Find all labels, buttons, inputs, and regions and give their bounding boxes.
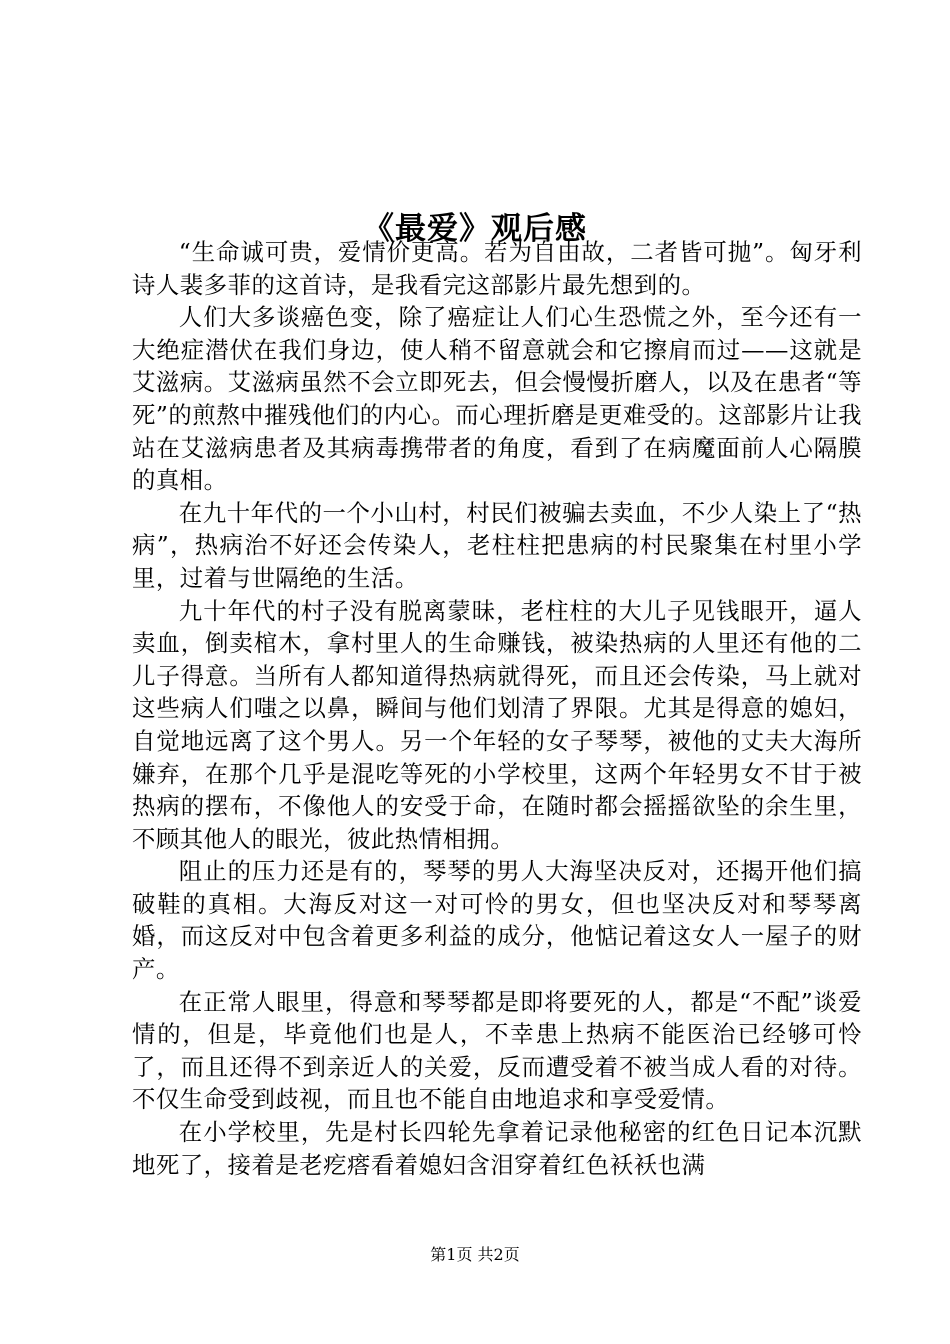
paragraph-7: 在小学校里，先是村长四轮先拿着记录他秘密的红色日记本沉默地死了，接着是老疙瘩看着媳妇含泪穿着红色袄袄也满 (132, 1118, 862, 1179)
paragraph-2: 人们大多谈癌色变，除了癌症让人们心生恐慌之外，至今还有一大绝症潜伏在我们身边，使人稍不留意就会和它擦肩而过——这就是艾滋病。艾滋病虽然不会立即死去，但会慢慢折磨人，以及在患者“等死”的煎熬中摧残他们的内心。而心理折磨是更难受的。这部影片让我站在艾滋病患者及其病毒携带者的角度，看到了在病魔面前人心隔膜的真相。 (132, 303, 862, 495)
page-number: 第1页 共2页 (430, 1245, 520, 1264)
document-title: 《最爱》观后感 (363, 210, 587, 247)
paragraph-4: 九十年代的村子没有脱离蒙昧，老柱柱的大儿子见钱眼开，逼人卖血，倒卖棺木，拿村里人的生命赚钱，被染热病的人里还有他的二儿子得意。当所有人都知道得热病就得死，而且还会传染，马上就对这些病人们嗤之以鼻，瞬间与他们划清了界限。尤其是得意的媳妇，自觉地远离了这个男人。另一个年轻的女子琴琴，被他的丈夫大海所嫌弃，在那个几乎是混吃等死的小学校里，这两个年轻男女不甘于被热病的摆布，不像他人的安受于命，在随时都会摇摇欲坠的余生里，不顾其他人的眼光，彼此热情相拥。 (132, 596, 862, 853)
paragraph-3: 在九十年代的一个小山村，村民们被骗去卖血，不少人染上了“热病”，热病治不好还会传染人，老柱柱把患病的村民聚集在村里小学里，过着与世隔绝的生活。 (132, 498, 862, 592)
paragraph-1: “生命诚可贵，爱情价更高。若为自由故，二者皆可抛”。匈牙利诗人裴多菲的这首诗，是我看完这部影片最先想到的。 (132, 238, 862, 299)
document-body (132, 236, 862, 1181)
paragraph-5: 阻止的压力还是有的，琴琴的男人大海坚决反对，还揭开他们搞破鞋的真相。大海反对这一对可怜的男女，但也坚决反对和琴琴离婚，而这反对中包含着更多利益的成分，他惦记着这女人一屋子的财产。 (132, 857, 862, 984)
paragraph-6: 在正常人眼里，得意和琴琴都是即将要死的人，都是“不配”谈爱情的，但是，毕竟他们也是人，不幸患上热病不能医治已经够可怜了，而且还得不到亲近人的关爱，反而遭受着不被当成人看的对待。不仅生命受到歧视，而且也不能自由地追求和享受爱情。 (132, 987, 862, 1114)
